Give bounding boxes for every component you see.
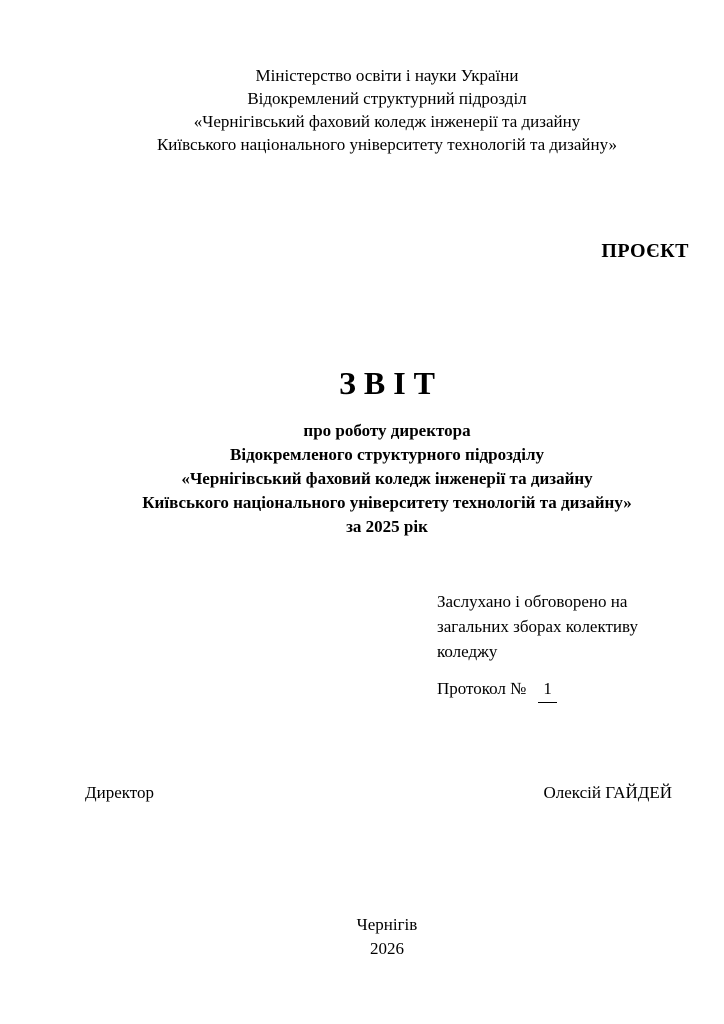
report-subtitle [85,419,689,539]
project-stamp: ПРОЄКТ [601,240,689,262]
subdivision-line: Відокремлений структурний підрозділ [247,89,527,108]
subtitle-line-director: про роботу директора [303,421,471,440]
university-name-line: Київського національного університету технологій та дизайну» [156,135,618,154]
protocol-label: Протокол № [437,679,527,698]
approval-note [437,589,687,664]
signature-role: Директор [85,783,154,802]
approval-line: загальних зборах колективу [437,617,638,636]
institution-header [85,64,689,156]
imprint [85,913,689,961]
signature-row [85,780,672,805]
approval-line: коледжу [437,642,498,661]
ministry-line: Міністерство освіти і науки України [255,66,519,85]
report-title: З В І Т [338,365,436,401]
signature-name: Олексій ГАЙДЕЙ [543,783,672,802]
subtitle-line-subdivision: Відокремленого структурного підрозділу [230,445,544,464]
protocol-line [437,676,557,703]
approval-line: Заслухано і обговорено на [437,592,628,611]
imprint-year: 2026 [370,939,404,958]
college-name-line: «Чернігівський фаховий коледж інженерії та дизайну [193,112,581,131]
subtitle-line-university: Київського національного університету технологій та дизайну» [142,493,632,512]
imprint-city: Чернігів [356,915,418,934]
subtitle-line-college: «Чернігівський фаховий коледж інженерії та дизайну [181,469,593,488]
subtitle-line-year: за 2025 рік [346,517,428,536]
protocol-number: 1 [538,676,557,703]
